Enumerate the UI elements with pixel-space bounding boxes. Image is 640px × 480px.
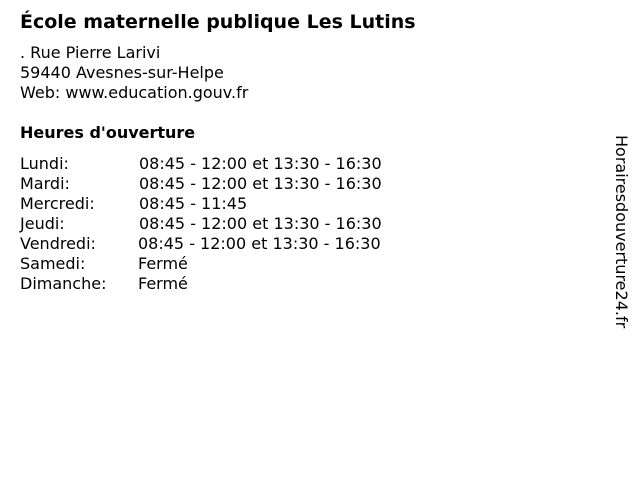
day-label: Vendredi: — [20, 234, 96, 253]
city-address: 59440 Avesnes-sur-Helpe — [20, 63, 224, 82]
time-value: 08:45 - 12:00 et 13:30 - 16:30 — [139, 214, 382, 233]
address-block — [20, 43, 248, 103]
day-label: Mercredi: — [20, 194, 95, 213]
page-title: École maternelle publique Les Lutins — [20, 11, 416, 33]
day-label: Mardi: — [20, 174, 70, 193]
day-label: Lundi: — [20, 154, 69, 173]
time-value: 08:45 - 12:00 et 13:30 - 16:30 — [139, 174, 382, 193]
street-address: . Rue Pierre Larivi — [20, 43, 161, 62]
time-value: 08:45 - 12:00 et 13:30 - 16:30 — [138, 234, 381, 253]
watermark-text: Horairesdouverture24.fr — [612, 135, 631, 329]
time-value: Fermé — [138, 254, 188, 273]
time-value: 08:45 - 12:00 et 13:30 - 16:30 — [139, 154, 382, 173]
day-label: Dimanche: — [20, 274, 107, 293]
time-value: Fermé — [138, 274, 188, 293]
time-value: 08:45 - 11:45 — [139, 194, 248, 213]
site-watermark — [611, 135, 631, 375]
opening-hours-heading: Heures d'ouverture — [20, 123, 196, 142]
day-label: Samedi: — [20, 254, 86, 273]
website-link[interactable]: Web: www.education.gouv.fr — [20, 83, 249, 102]
day-label: Jeudi: — [20, 214, 65, 233]
